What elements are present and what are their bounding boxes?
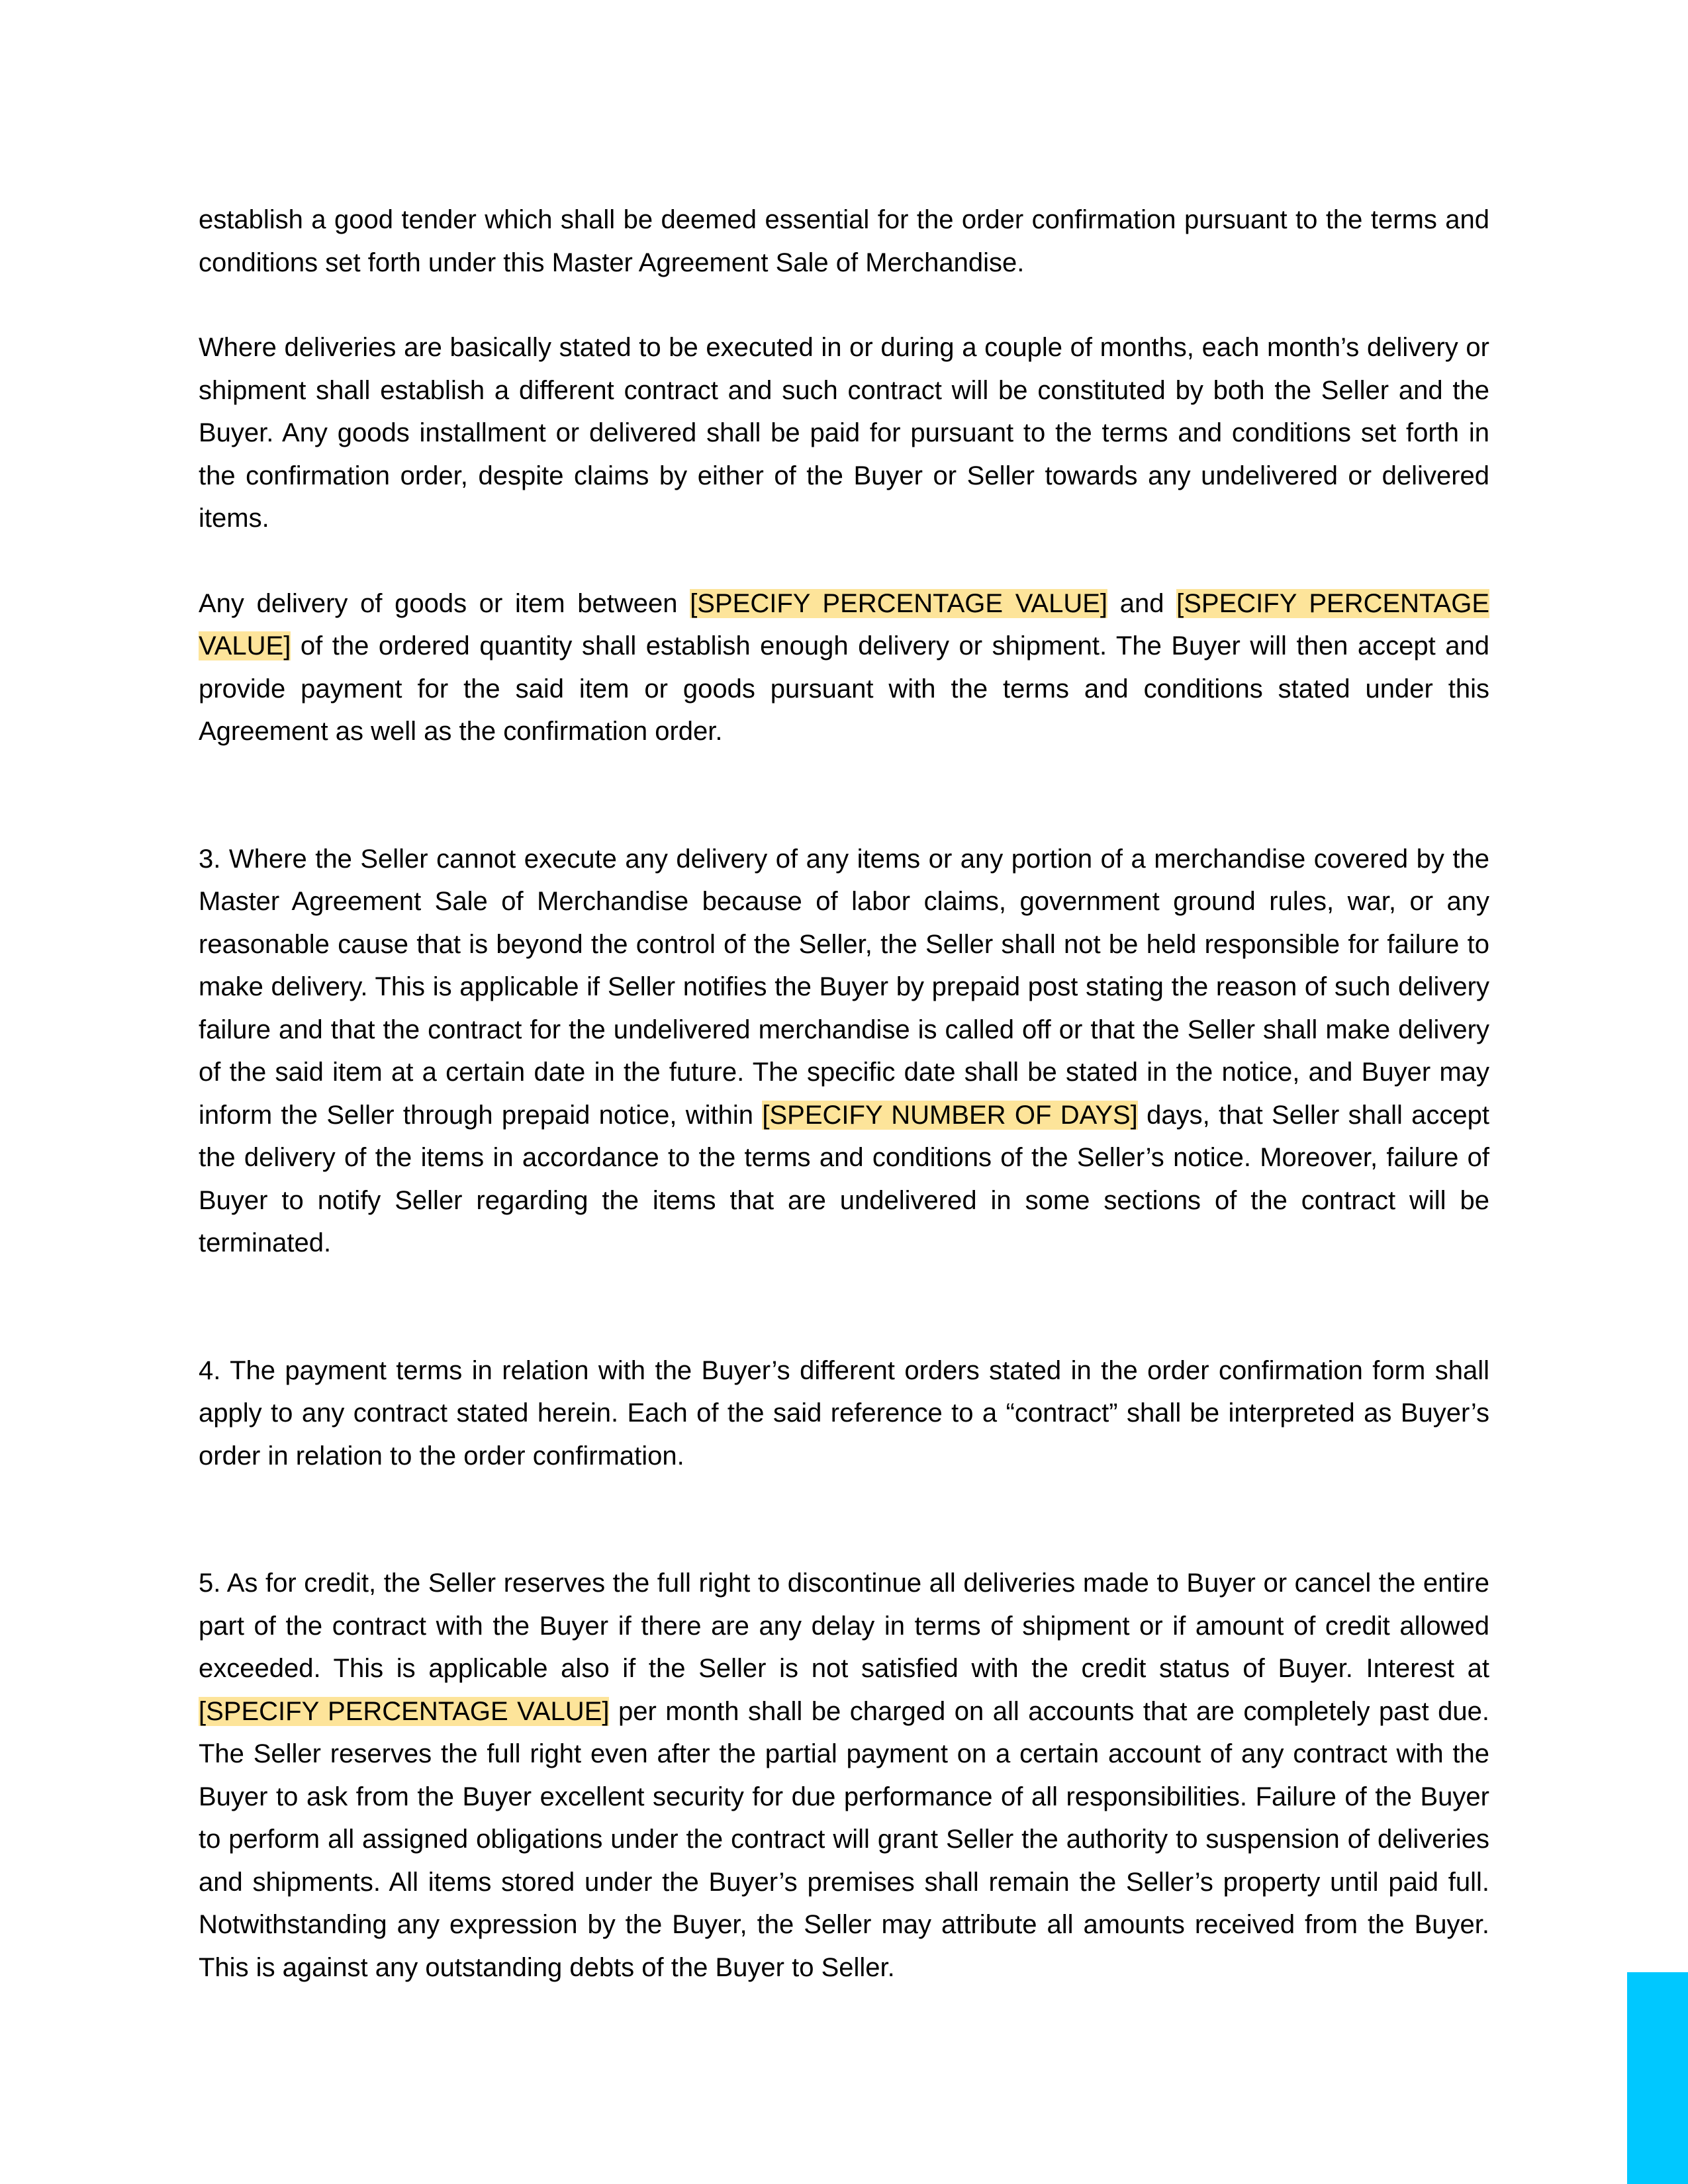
paragraph-text: establish a good tender which shall be deemed essential for the order confirmation pursuant to the terms and conditions set forth under this Master Agreement Sale of Merchandise.	[199, 205, 1489, 277]
paragraph-text: days, that Seller shall accept the delivery of the items in accordance to the terms and conditions of the Seller’s notice. Moreover, failure of Buyer to notify Seller regarding the items that are undelivered in some sections of the contract will be terminated.	[199, 1100, 1490, 1257]
paragraph-tender	[199, 199, 1489, 284]
paragraph-text: and	[1107, 588, 1177, 618]
placeholder-field: [SPECIFY NUMBER OF DAYS]	[762, 1100, 1138, 1130]
placeholder-field: [SPECIFY PERCENTAGE VALUE]	[199, 588, 1489, 660]
paragraph-monthly-deliveries	[199, 326, 1489, 540]
clause-5-credit	[199, 1562, 1489, 1989]
document-body	[199, 199, 1489, 1989]
paragraph-delivery-tolerance	[199, 582, 1489, 753]
placeholder-field: [SPECIFY PERCENTAGE VALUE]	[199, 1696, 610, 1726]
paragraph-text: per month shall be charged on all accounts that are completely past due. The Seller reserves the full right even after the partial payment on a certain account of any contract with the Buyer to ask from the Buyer excellent security for due performance of all responsibilities. Failure of the Buyer to perform all assigned obligations under the contract will grant Seller the authority to suspension of deliveries and shipments. All items stored under the Buyer’s premises shall remain the Seller’s property until paid full. Notwithstanding any expression by the Buyer, the Seller may attribute all amounts received from the Buyer. This is against any outstanding debts of the Buyer to Seller.	[199, 1696, 1489, 1982]
paragraph-text: 4. The payment terms in relation with the Buyer’s different orders stated in the order confirmation form shall apply to any contract stated herein. Each of the said reference to a “contract” shall be interpreted as Buyer’s order in relation to the order confirmation.	[199, 1355, 1489, 1471]
paragraph-text: Where deliveries are basically stated to be executed in or during a couple of months, each month’s delivery or shipment shall establish a different contract and such contract will be constituted by both the Seller and the Buyer. Any goods installment or delivered shall be paid for pursuant to the terms and conditions set forth in the confirmation order, despite claims by either of the Buyer or Seller towards any undelivered or delivered items.	[199, 333, 1489, 533]
placeholder-field: [SPECIFY PERCENTAGE VALUE]	[690, 588, 1108, 618]
clause-4-payment-terms	[199, 1349, 1489, 1478]
clause-3-force-majeure	[199, 838, 1489, 1265]
paragraph-text: 5. As for credit, the Seller reserves the full right to discontinue all deliveries made to Buyer or cancel the entire part of the contract with the Buyer if there are any delay in terms of shipment or if amount of credit allowed exceeded. This is applicable also if the Seller is not satisfied with the credit status of Buyer. Interest at	[199, 1569, 1489, 1683]
accent-bar	[1627, 1972, 1688, 2184]
paragraph-text: 3. Where the Seller cannot execute any delivery of any items or any portion of a merchandise covered by the Master Agreement Sale of Merchandise because of labor claims, government ground rules, war, or any reasonable cause that is beyond the control of the Seller, the Seller shall not be held responsible for failure to make delivery. This is applicable if Seller notifies the Buyer by prepaid post stating the reason of such delivery failure and that the contract for the undelivered merchandise is called off or that the Seller shall make delivery of the said item at a certain date in the future. The specific date shall be stated in the notice, and Buyer may inform the Seller through prepaid notice, within	[199, 844, 1489, 1130]
paragraph-text: of the ordered quantity shall establish enough delivery or shipment. The Buyer will then accept and provide payment for the said item or goods pursuant with the terms and conditions stated under this Agreement as well as the confirmation order.	[199, 631, 1489, 746]
paragraph-text: Any delivery of goods or item between	[199, 588, 690, 618]
